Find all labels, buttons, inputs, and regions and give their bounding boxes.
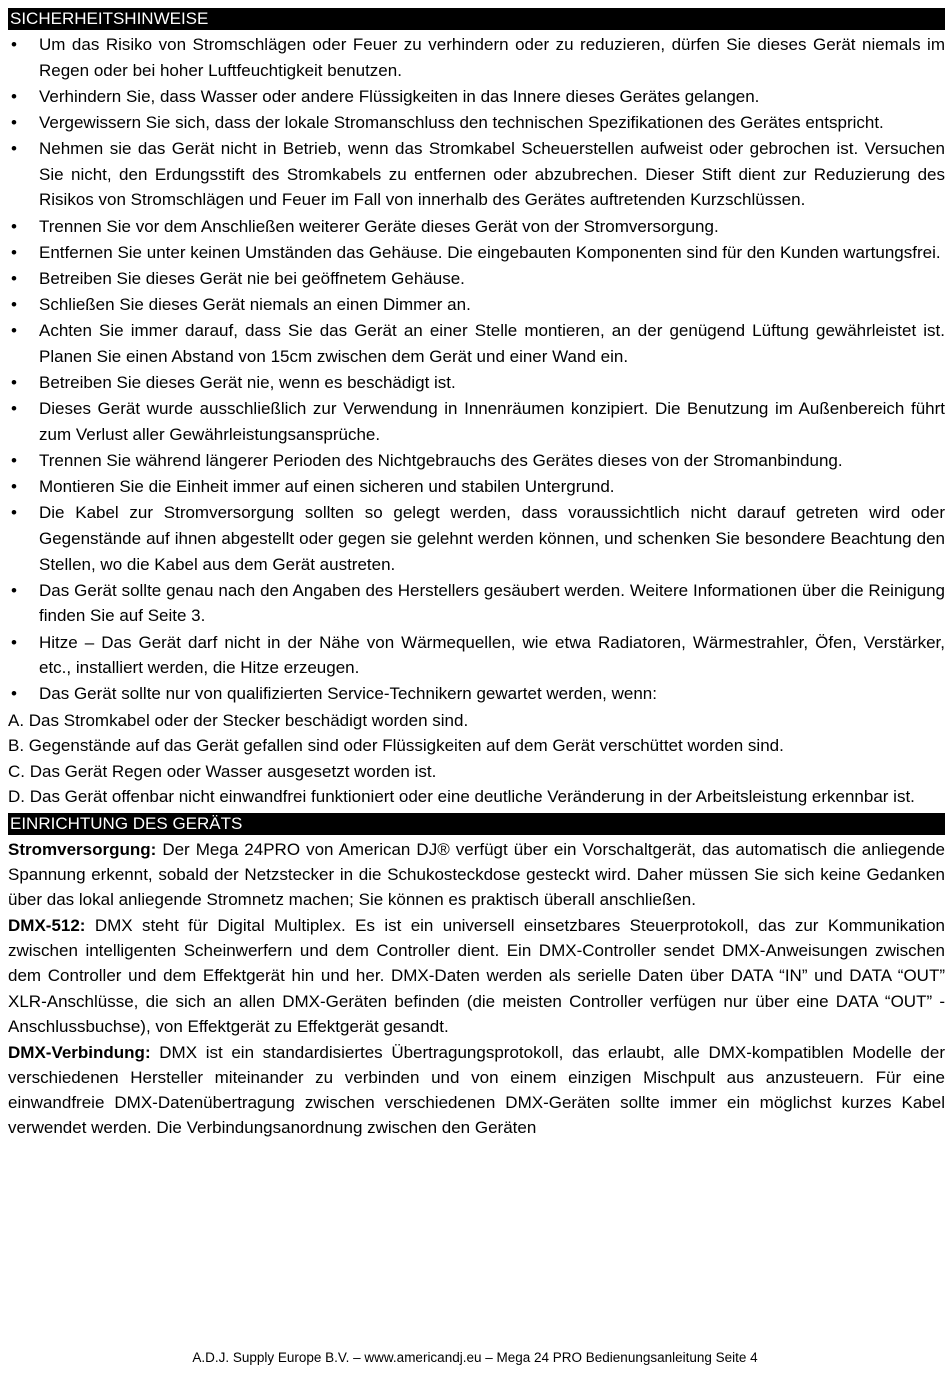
service-conditions-list — [8, 708, 945, 810]
safety-item-text: Schließen Sie dieses Gerät niemals an einen Dimmer an. — [39, 295, 471, 315]
safety-item-text: Die Kabel zur Stromversorgung sollten so gelegt werden, dass voraussichtlich nicht darauf getreten wird oder Gegenstände auf ihnen abgestellt oder gegen sie gelehnt werden können, und schenken Sie besondere Beachtung den Stellen, wo die Kabel aus dem Gerät austreten. — [39, 503, 945, 574]
safety-item — [8, 396, 945, 447]
bullet-icon: • — [11, 35, 17, 54]
safety-item-text: Trennen Sie während längerer Perioden des Nichtgebrauchs des Gerätes dieses von der Stromanbindung. — [39, 451, 843, 471]
safety-item-text: Vergewissern Sie sich, dass der lokale Stromanschluss den technischen Spezifikationen des Gerätes entspricht. — [39, 112, 884, 132]
safety-item — [8, 578, 945, 629]
setup-paragraph — [8, 913, 945, 1039]
section-header-setup: EINRICHTUNG DES GERÄTS — [8, 813, 945, 835]
bullet-icon: • — [11, 321, 17, 341]
safety-item-text: Verhindern Sie, dass Wasser oder andere Flüssigkeiten in das Innere dieses Gerätes gelangen. — [39, 86, 760, 106]
bullet-icon: • — [11, 112, 17, 132]
bullet-icon: • — [11, 632, 17, 652]
safety-item-text: Das Gerät sollte nur von qualifizierten Service-Technikern gewartet werden, wenn: — [39, 684, 657, 704]
safety-item — [8, 474, 945, 500]
bullet-icon: • — [11, 580, 17, 600]
document-page — [8, 8, 945, 1141]
setup-paragraph — [8, 837, 945, 913]
safety-item — [8, 370, 945, 396]
bullet-icon: • — [11, 399, 17, 419]
safety-item-text: Das Gerät sollte genau nach den Angaben des Herstellers gesäubert werden. Weitere Informationen über die Reinigung finden Sie auf Seite 3. — [39, 580, 945, 626]
paragraph-term: DMX-Verbindung: — [8, 1042, 151, 1062]
bullet-icon: • — [11, 295, 17, 315]
bullet-icon: • — [11, 451, 17, 471]
safety-item-text: Hitze – Das Gerät darf nicht in der Nähe von Wärmequellen, wie etwa Radiatoren, Wärmestrahler, Öfen, Verstärker, etc., installiert werden, die Hitze erzeugen. — [39, 632, 945, 678]
safety-item — [8, 266, 945, 292]
safety-item-text: Um das Risiko von Stromschlägen oder Feuer zu verhindern oder zu reduzieren, dürfen Sie dieses Gerät niemals im Regen oder bei hoher Luftfeuchtigkeit benutzen. — [39, 35, 945, 80]
bullet-icon: • — [11, 139, 17, 159]
safety-item-text: Montieren Sie die Einheit immer auf einen sicheren und stabilen Untergrund. — [39, 477, 615, 497]
safety-item-text: Achten Sie immer darauf, dass Sie das Gerät an einer Stelle montieren, an der genügend Lüftung gewährleistet ist. Planen Sie einen Abstand von 15cm zwischen dem Gerät und einer Wand ein. — [39, 321, 945, 366]
paragraph-term: DMX-512: — [8, 915, 86, 935]
safety-item-text: Betreiben Sie dieses Gerät nie, wenn es beschädigt ist. — [39, 373, 456, 393]
safety-bullet-list — [8, 32, 945, 707]
safety-item — [8, 681, 945, 707]
bullet-icon: • — [11, 684, 17, 704]
safety-item-text: Betreiben Sie dieses Gerät nie bei geöffnetem Gehäuse. — [39, 268, 465, 288]
bullet-icon: • — [11, 268, 17, 288]
page-footer: A.D.J. Supply Europe B.V. – www.americandj.eu – Mega 24 PRO Bedienungsanleitung Seite 4 — [192, 1350, 758, 1365]
setup-paragraph — [8, 1040, 945, 1141]
safety-item — [8, 110, 945, 136]
safety-item-text: Trennen Sie vor dem Anschließen weiterer Geräte dieses Gerät von der Stromversorgung. — [39, 216, 719, 236]
safety-item — [8, 240, 945, 266]
safety-item-text: Entfernen Sie unter keinen Umständen das Gehäuse. Die eingebauten Komponenten sind für den Kunden wartungsfrei. — [39, 242, 941, 262]
safety-item — [8, 84, 945, 110]
bullet-icon: • — [11, 503, 17, 523]
paragraph-text: DMX steht für Digital Multiplex. Es ist ein universell einsetzbares Steuerprotokoll, das zur Kommunikation zwischen intelligenten Scheinwerfern und dem Controller dient. Ein DMX-Controller sendet DMX-Anweisungen zwischen dem Controller und dem Effektgerät hin und her. DMX-Daten werden als serielle Daten über DATA “IN” und DATA “OUT” XLR-Anschlüsse, die sich an allen DMX-Geräten befinden (die meisten Controller verfügen nur über eine DATA “OUT” - Anschlussbuchse), von Effektgerät zu Effektgerät gesandt. — [8, 915, 945, 1036]
safety-item — [8, 318, 945, 369]
setup-paragraphs — [8, 837, 945, 1141]
paragraph-text: Der Mega 24PRO von American DJ® verfügt über ein Vorschaltgerät, das automatisch die anliegende Spannung erkennt, sobald der Netzstecker in die Schukosteckdose gesteckt wird. Daher müssen Sie sich keine Gedanken über das lokal anliegende Stromnetz machen; Sie können es praktisch überall anschließen. — [8, 839, 945, 910]
paragraph-text: DMX ist ein standardisiertes Übertragungsprotokoll, das erlaubt, alle DMX-kompatiblen Modelle der verschiedenen Hersteller miteinander zu verbinden und von einem einzigen Mischpult aus anzusteuern. Für eine einwandfreie DMX-Datenübertragung zwischen verschiedenen DMX-Geräten sollte immer ein möglichst kurzes Kabel verwendet werden. Die Verbindungsanordnung zwischen den Geräten — [8, 1042, 945, 1138]
section-header-safety: SICHERHEITSHINWEISE — [8, 8, 945, 30]
service-condition-item: A. Das Stromkabel oder der Stecker beschädigt worden sind. — [8, 710, 469, 730]
safety-item — [8, 448, 945, 474]
safety-item — [8, 214, 945, 240]
service-condition-item: B. Gegenstände auf das Gerät gefallen sind oder Flüssigkeiten auf dem Gerät verschüttet worden sind. — [8, 736, 784, 756]
bullet-icon: • — [11, 216, 17, 236]
bullet-icon: • — [11, 242, 17, 262]
bullet-icon: • — [11, 86, 17, 106]
service-condition-item: D. Das Gerät offenbar nicht einwandfrei funktioniert oder eine deutliche Veränderung in der Arbeitsleistung erkennbar ist. — [8, 787, 915, 807]
safety-item-text: Dieses Gerät wurde ausschließlich zur Verwendung in Innenräumen konzipiert. Die Benutzung im Außenbereich führt zum Verlust aller Gewährleistungsansprüche. — [39, 399, 945, 444]
bullet-icon: • — [11, 477, 17, 497]
service-condition-item: C. Das Gerät Regen oder Wasser ausgesetzt worden ist. — [8, 761, 437, 781]
bullet-icon: • — [11, 373, 17, 393]
safety-item — [8, 32, 945, 83]
safety-item — [8, 630, 945, 681]
safety-item — [8, 500, 945, 577]
safety-item — [8, 292, 945, 318]
paragraph-term: Stromversorgung: — [8, 839, 157, 859]
safety-item — [8, 136, 945, 213]
safety-item-text: Nehmen sie das Gerät nicht in Betrieb, wenn das Stromkabel Scheuerstellen aufweist oder gebrochen ist. Versuchen Sie nicht, den Erdungsstift des Stromkabels zu entfernen oder abzubrechen. Dieser Stift dient zur Reduzierung des Risikos von Stromschlägen und Feuer im Fall von innerhalb des Gerätes auftretenden Kurzschlüssen. — [39, 139, 945, 210]
